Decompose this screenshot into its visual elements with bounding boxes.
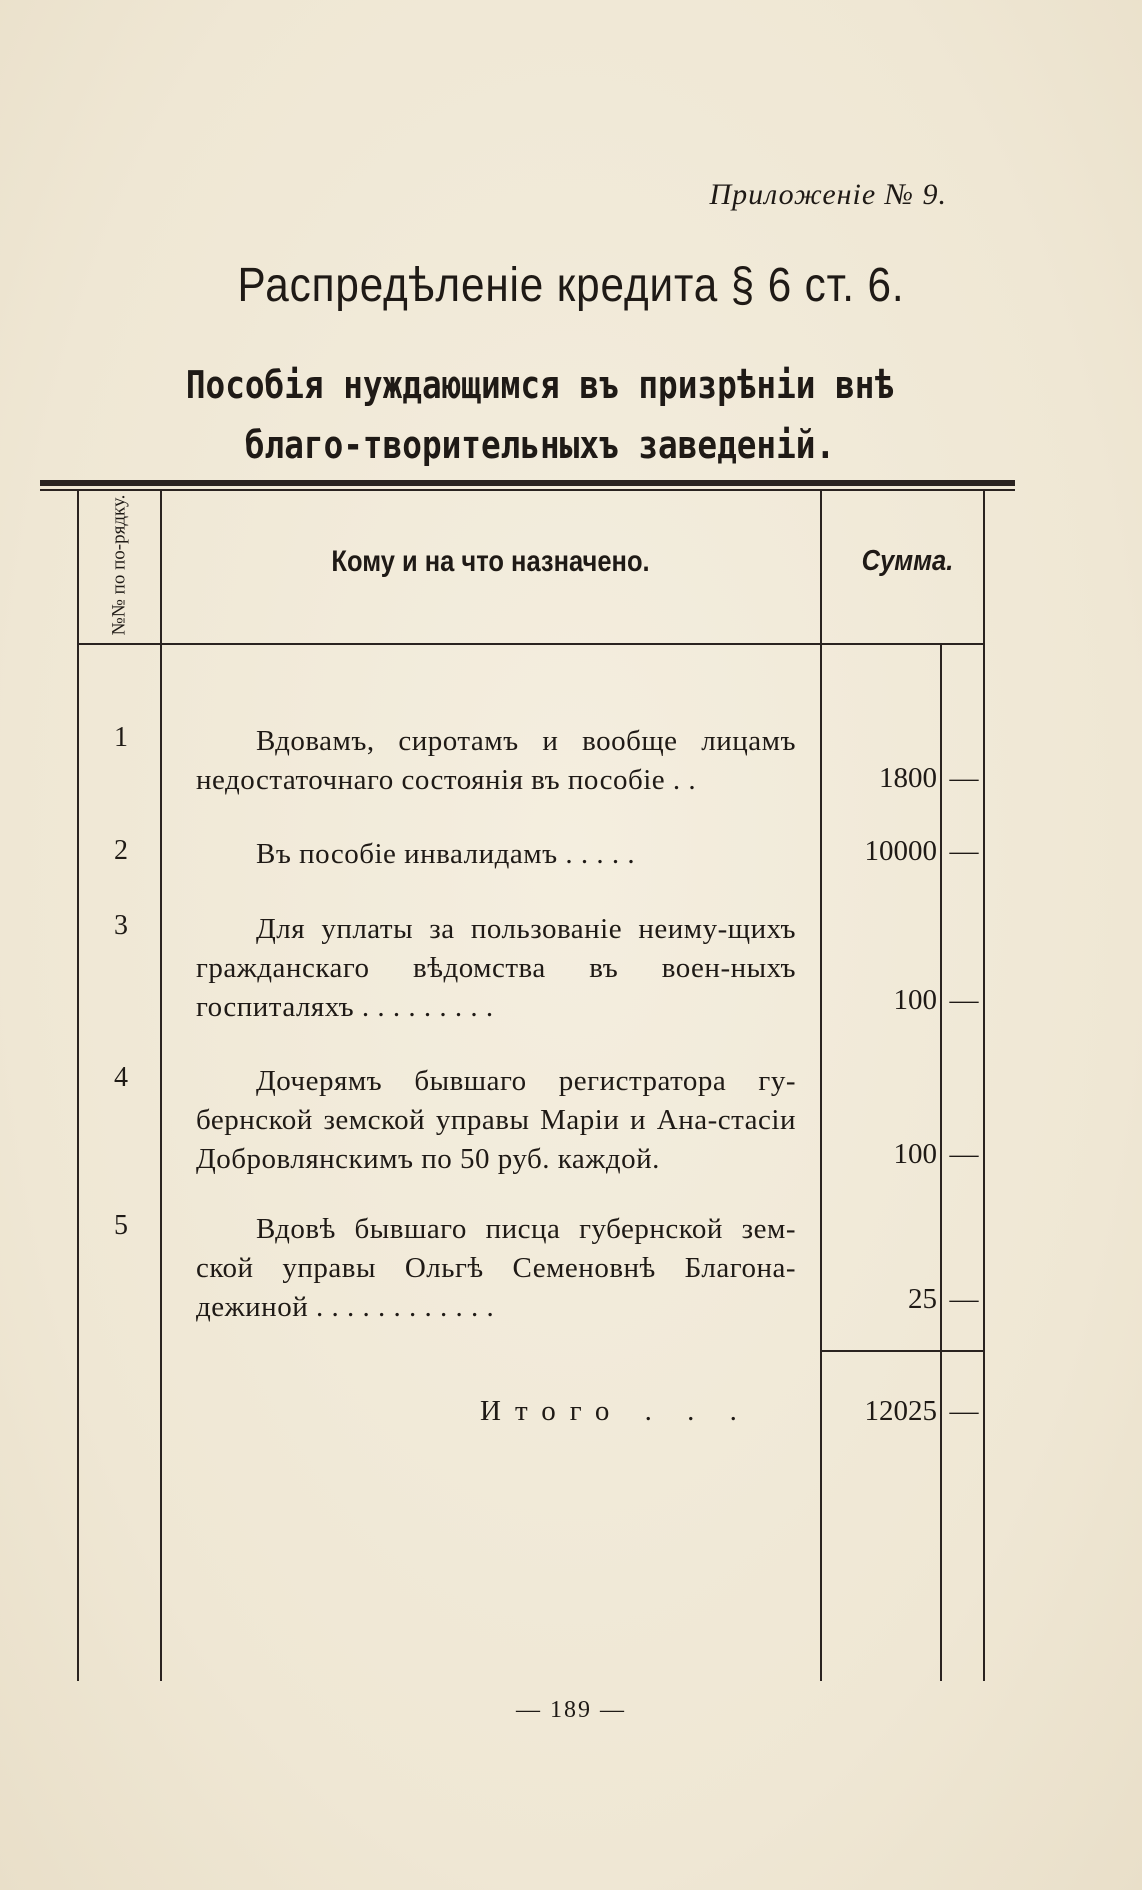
total-kopecks: —	[949, 1395, 979, 1427]
table-top-rule	[40, 480, 1015, 486]
row-amount: 10000	[864, 835, 937, 867]
table-header-rule	[77, 643, 985, 645]
row-number: 1	[114, 722, 128, 753]
row-text	[196, 1062, 796, 1179]
table-top-rule-thin	[40, 489, 1015, 491]
row-number: 4	[114, 1062, 128, 1093]
row-text-content: Для уплаты за пользованіе неиму-щихъ гражданскаго вѣдомства въ воен-ныхъ госпиталяхъ . . . . . . . . .	[196, 913, 796, 1023]
table-border-left	[77, 491, 79, 1681]
page-subtitle: Пособія нуждающимся въ призрѣніи внѣ благо-творительныхъ заведеній.	[185, 363, 895, 467]
table-border-right	[983, 491, 985, 1681]
header-purpose: Кому и на что назначено.	[331, 545, 650, 578]
row-kopecks: —	[949, 835, 979, 867]
row-text-content: Дочерямъ бывшаго регистратора гу-бернской земской управы Маріи и Ана-стасіи Добровлянскимъ по 50 руб. каждой.	[196, 1065, 796, 1175]
header-amount: Сумма.	[861, 545, 954, 577]
row-text	[196, 910, 796, 1027]
row-amount: 100	[893, 984, 937, 1016]
header-number	[78, 495, 160, 635]
header-number-text: №№ по по-рядку.	[108, 494, 130, 636]
row-number: 3	[114, 910, 128, 941]
row-kopecks: —	[949, 1283, 979, 1315]
table-total-rule	[820, 1350, 985, 1352]
table-divider-purpose	[820, 491, 822, 1681]
table-divider-kopecks	[940, 645, 942, 1681]
row-text-content: Въ пособіе инвалидамъ . . . . .	[256, 838, 636, 870]
row-text	[196, 835, 796, 874]
row-kopecks: —	[949, 984, 979, 1016]
row-amount: 1800	[879, 762, 937, 794]
row-number: 2	[114, 835, 128, 866]
total-label: Итого . . .	[480, 1395, 751, 1427]
row-number: 5	[114, 1210, 128, 1241]
total-amount: 12025	[864, 1395, 937, 1427]
appendix-label: Приложеніе № 9.	[709, 178, 947, 211]
row-text-content: Вдовамъ, сиротамъ и вообще лицамъ недостаточнаго состоянія въ пособіе . .	[196, 725, 796, 796]
row-text-content: Вдовѣ бывшаго писца губернской зем-ской управы Ольгѣ Семеновнѣ Благона-дежиной . . . . . . . . . . . .	[196, 1213, 796, 1323]
row-kopecks: —	[949, 1138, 979, 1170]
row-amount: 25	[908, 1283, 937, 1315]
row-text	[196, 1210, 796, 1327]
page-number: — 189 —	[516, 1697, 626, 1723]
row-text	[196, 722, 796, 800]
row-amount: 100	[893, 1138, 937, 1170]
row-kopecks: —	[949, 762, 979, 794]
page-title: Распредѣленіе кредита § 6 ст. 6.	[237, 259, 905, 312]
